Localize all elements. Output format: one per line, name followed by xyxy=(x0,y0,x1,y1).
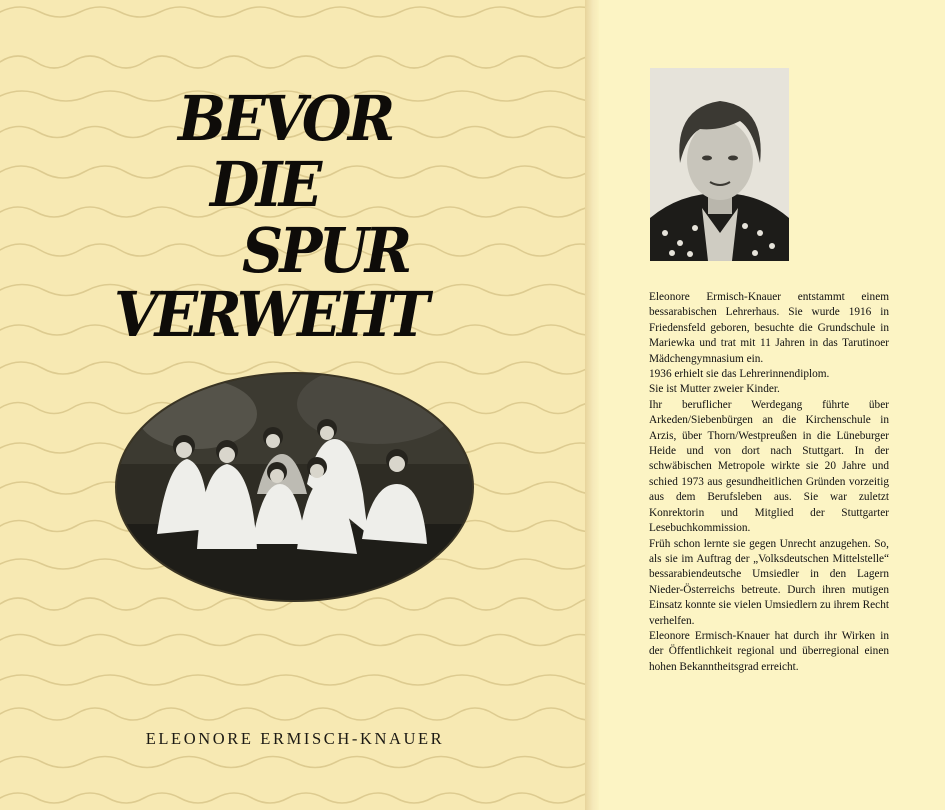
title-line-3: SPUR xyxy=(242,214,409,287)
bio-paragraph-injustice: Früh schon lernte sie gegen Unrecht anzugehen. So, als sie im Auftrag der „Volksdeutschen Mittelstelle“ bessarabiendeutsche Umsiedler in den Lagern Nieder-Österreichs betreute. Durch ihren mutigen Einsatz konnte sie vielen Umsiedlern zu ihrem Recht verhelfen. xyxy=(649,537,889,627)
title-line-4: VERWEHT xyxy=(114,278,427,351)
back-cover xyxy=(599,0,945,810)
book-spine xyxy=(585,0,599,810)
author-biography xyxy=(649,290,889,675)
bio-paragraph-children: Sie ist Mutter zweier Kinder. xyxy=(649,383,780,396)
bio-paragraph-recognition: Eleonore Ermisch-Knauer hat durch ihr Wirken in der Öffentlichkeit regional und überregional einen hohen Bekanntheitsgrad erreicht. xyxy=(649,629,889,673)
bio-paragraph-origin: Eleonore Ermisch-Knauer entstammt einem bessarabischen Lehrerhaus. Sie wurde 1916 in Friedensfeld geboren, besuchte die Grundschule in Mariewka und trat mit 11 Jahren in das Tarutinoer Mädchengymnasium ein. xyxy=(649,291,889,365)
book-title xyxy=(100,82,520,362)
author-name-front: ELEONORE ERMISCH-KNAUER xyxy=(145,729,445,748)
bio-paragraph-diploma: 1936 erhielt sie das Lehrerinnendiplom. xyxy=(649,368,830,381)
bio-paragraph-career: Ihr beruflicher Werdegang führte über Arkeden/Siebenbürgen an die Kirchenschule in Arzis, über Thorn/Westpreußen in die Lüneburger Heide und von dort nach Stuttgart. In der schwäbischen Metropole wirkte sie 20 Jahre und schied 1973 aus gesundheitlichen Gründen vorzeitig aus dem Berufsleben aus. Sie war zuletzt Konrektorin und Mitglied der Stuttgarter Lesebuchkommission. xyxy=(649,398,889,535)
author-portrait-image xyxy=(650,68,789,261)
group-photo-image xyxy=(117,374,472,600)
group-photo xyxy=(115,372,474,602)
author-portrait xyxy=(650,68,789,261)
title-line-2: DIE xyxy=(210,148,319,221)
title-line-1: BEVOR xyxy=(178,82,392,155)
